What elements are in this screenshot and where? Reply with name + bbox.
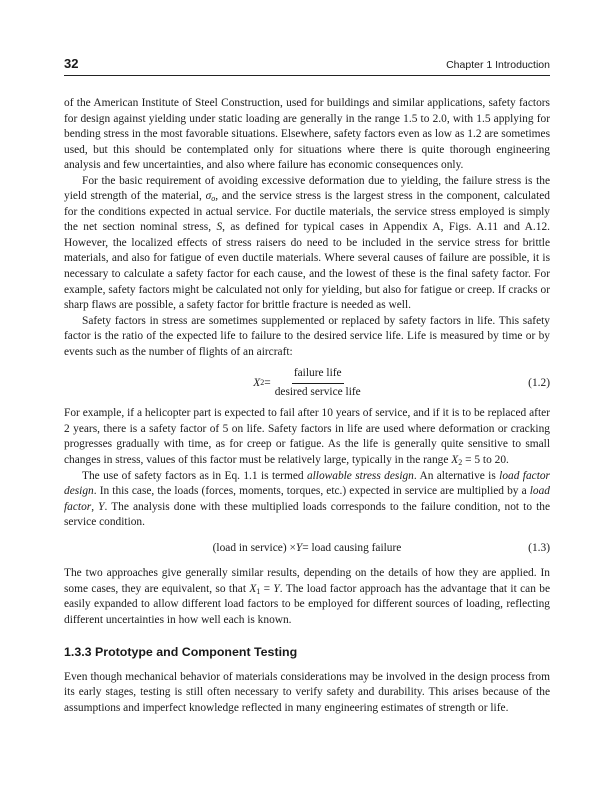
paragraph-2-part-c: , as defined for typical cases in Appendix A, Figs. A.11 and A.12. However, the localized effects of stress raisers do need to be included in the service stress for brittle materials, and also for fatigue of even ductile materials. Where several causes of failure are possible, it is necessary to calculate a safety factor for each cause, and the lowest of these is the final safety factor. For example, safety factors might be calculated not only for yielding, but also for fatigue or creep. If cracks or sharp flaws are possible, a safety factor for brittle fracture is needed as well. — [64, 221, 550, 312]
paragraph-5-part-d: , — [91, 500, 99, 513]
stress-symbol: S — [216, 221, 223, 234]
paragraph-2 — [64, 174, 550, 314]
book-page — [64, 56, 550, 716]
eq1-numerator: failure life — [292, 366, 344, 384]
section-heading: 1.3.3 Prototype and Component Testing — [64, 644, 298, 659]
y-symbol: Y — [98, 500, 105, 513]
paragraph-2-part-a: For the basic requirement of avoiding excessive deformation due to yielding, the failure stress is the yield strength of the material, — [64, 174, 550, 203]
paragraph-2-part-b: , and the service stress is the largest stress in the component, calculated for the conditions expected in actual service. For ductile materials, the service stress employed is simply the net section nominal stress, — [64, 190, 550, 234]
term-load-factor-design: load factor design — [64, 469, 550, 498]
x1-symbol: X — [249, 582, 257, 595]
eq2-right: = load causing failure — [302, 541, 402, 554]
paragraph-4 — [64, 406, 550, 468]
equation-1-3 — [64, 541, 550, 557]
paragraph-5-part-e: . The analysis done with these multiplied loads corresponds to the failure condition, not to the service condition. — [64, 500, 550, 529]
paragraph-1: of the American Institute of Steel Construction, used for buildings and similar applications, safety factors for design against yielding under static loading are generally in the range 1.5 to 2.0, with 1.5 applying for bending stress in the most favorable situations. Elsewhere, safety factors even as low as 1.2 are sometimes used, but this should be contemplated only for situations where there is quite thorough engineering analysis and few uncertainties, and also where failure has economic consequences only. — [64, 97, 550, 172]
paragraph-5-part-c: . In this case, the loads (forces, moments, torques, etc.) expected in service are multiplied by a — [93, 485, 530, 498]
equation-1-2: X 2 = $\frac{\text{failure life}}{\text{desired service life}}$ (1.2) — [64, 366, 550, 400]
paragraph-5-part-a: The use of safety factors as in Eq. 1.1 is termed — [82, 469, 307, 482]
eq1-denominator: desired service life — [274, 385, 361, 398]
term-load-factor: load factor — [64, 485, 550, 513]
paragraph-6-part-b: . The load factor approach has the advantage that it can be easily expanded to allow different load factors to be employed for different sources of loading, reflecting different uncertainties in how well each is known. — [64, 582, 550, 626]
eq1-equals: = — [264, 376, 271, 389]
section-paragraph: Even though mechanical behavior of materials considerations may be involved in the design process from its early stages, testing is still often necessary to verify safety and durability. This arises because of the assumptions and imperfect knowledge reflected in many engineering estimates of strength or life. — [64, 670, 550, 714]
eq1-fraction — [275, 366, 361, 400]
x2-symbol: X — [451, 454, 459, 467]
eq1-lhs: X — [253, 376, 261, 389]
sigma-symbol: σ — [205, 190, 212, 203]
eq2-number: (1.3) — [528, 541, 550, 554]
term-allowable-stress-design: allowable stress design — [306, 469, 414, 482]
x2-subscript: 2 — [458, 458, 463, 468]
eq2-left: (load in service) × — [212, 541, 296, 554]
running-head: Chapter 1 Introduction — [446, 59, 550, 71]
paragraph-6 — [64, 566, 550, 628]
x1-subscript: 1 — [256, 586, 261, 596]
paragraph-4-part-b: = 5 to 20. — [462, 454, 509, 467]
page-number: 32 — [64, 56, 79, 71]
sigma-subscript: o — [211, 194, 216, 204]
paragraph-6-part-a: The two approaches give generally similar results, depending on the details of how they are applied. In some cases, they are equivalent, so that — [64, 567, 550, 595]
paragraph-4-part-a: For example, if a helicopter part is expected to fail after 10 years of service, and if it is to be replaced after 2 years, there is a safety factor of 5 on life. Safety factors in life are used where deformation or cracking progresses gradually with time, as for creep or fatigue. As the life is generally quite sensitive to small changes in stress, values of this factor must be relatively large, typically in the range — [64, 407, 550, 467]
paragraph-5-part-b: . An alternative is — [413, 469, 500, 482]
paragraph-5 — [64, 469, 550, 531]
eq1-number: (1.2) — [528, 376, 550, 389]
eq2-y-symbol: Y — [295, 541, 303, 554]
paragraph-6-mid: = — [260, 582, 274, 595]
y-symbol-2: Y — [273, 582, 280, 595]
page-header — [64, 56, 550, 76]
paragraph-3: Safety factors in stress are sometimes supplemented or replaced by safety factors in life. This safety factor is the ratio of the expected life to failure to the desired service life. Life is measured by time or by events such as the number of flights of an aircraft: — [64, 314, 550, 358]
page-body — [64, 96, 550, 716]
